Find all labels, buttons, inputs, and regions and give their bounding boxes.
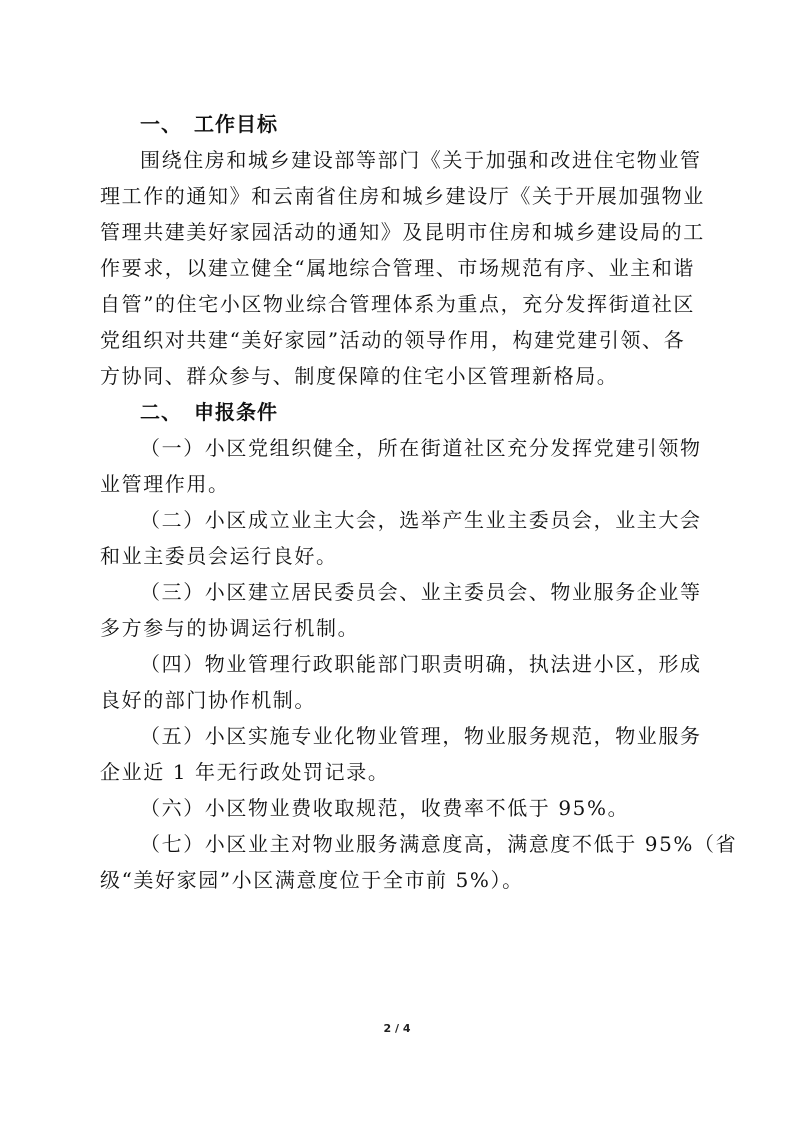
paragraph-line: （六）小区物业费收取规范，收费率不低于 95%。: [140, 796, 630, 820]
paragraph-line: 方协同、群众参与、制度保障的住宅小区管理新格局。: [100, 364, 619, 388]
section-heading: [140, 106, 700, 142]
paragraph: [100, 646, 702, 718]
paragraph-line: （二）小区成立业主大会，选举产生业主委员会，业主大会: [140, 508, 702, 532]
section-heading: [140, 394, 700, 430]
section-number: 二、: [140, 400, 182, 424]
paragraph-line: 业管理作用。: [100, 472, 230, 496]
paragraph: [100, 826, 738, 898]
paragraph-line: 围绕住房和城乡建设部等部门《关于加强和改进住宅物业管: [140, 148, 702, 172]
paragraph-line: 管理共建美好家园活动的通知》及昆明市住房和城乡建设局的工: [100, 220, 705, 244]
section-title: 工作目标: [194, 112, 278, 136]
paragraph: [100, 574, 702, 646]
paragraph-line: （四）物业管理行政职能部门职责明确，执法进小区，形成: [140, 652, 702, 676]
paragraph-line: 良好的部门协作机制。: [100, 688, 316, 712]
paragraph: [140, 790, 700, 826]
paragraph: [100, 142, 705, 394]
page-number: 2 / 4: [383, 1022, 411, 1035]
paragraph-line: 和业主委员会运行良好。: [100, 544, 338, 568]
document-body: [100, 106, 738, 898]
paragraph-line: （七）小区业主对物业服务满意度高，满意度不低于 95%（省: [140, 832, 738, 856]
paragraph-line: 自管”的住宅小区物业综合管理体系为重点，充分发挥街道社区: [100, 292, 696, 316]
paragraph-line: 企业近 1 年无行政处罚记录。: [100, 760, 390, 784]
paragraph-line: 理工作的通知》和云南省住房和城乡建设厅《关于开展加强物业: [100, 184, 705, 208]
paragraph: [100, 502, 702, 574]
paragraph: [100, 718, 702, 790]
paragraph-line: 级“美好家园”小区满意度位于全市前 5%）。: [100, 868, 524, 892]
paragraph-line: （三）小区建立居民委员会、业主委员会、物业服务企业等: [140, 580, 702, 604]
paragraph-line: （五）小区实施专业化物业管理，物业服务规范，物业服务: [140, 724, 702, 748]
paragraph-line: （一）小区党组织健全，所在街道社区充分发挥党建引领物: [140, 436, 702, 460]
paragraph: [100, 430, 702, 502]
paragraph-line: 多方参与的协调运行机制。: [100, 616, 360, 640]
section-number: 一、: [140, 112, 182, 136]
section-title: 申报条件: [194, 400, 278, 424]
paragraph-line: 作要求，以建立健全“属地综合管理、市场规范有序、业主和谐: [100, 256, 696, 280]
paragraph-line: 党组织对共建“美好家园”活动的领导作用，构建党建引领、各: [100, 328, 686, 352]
